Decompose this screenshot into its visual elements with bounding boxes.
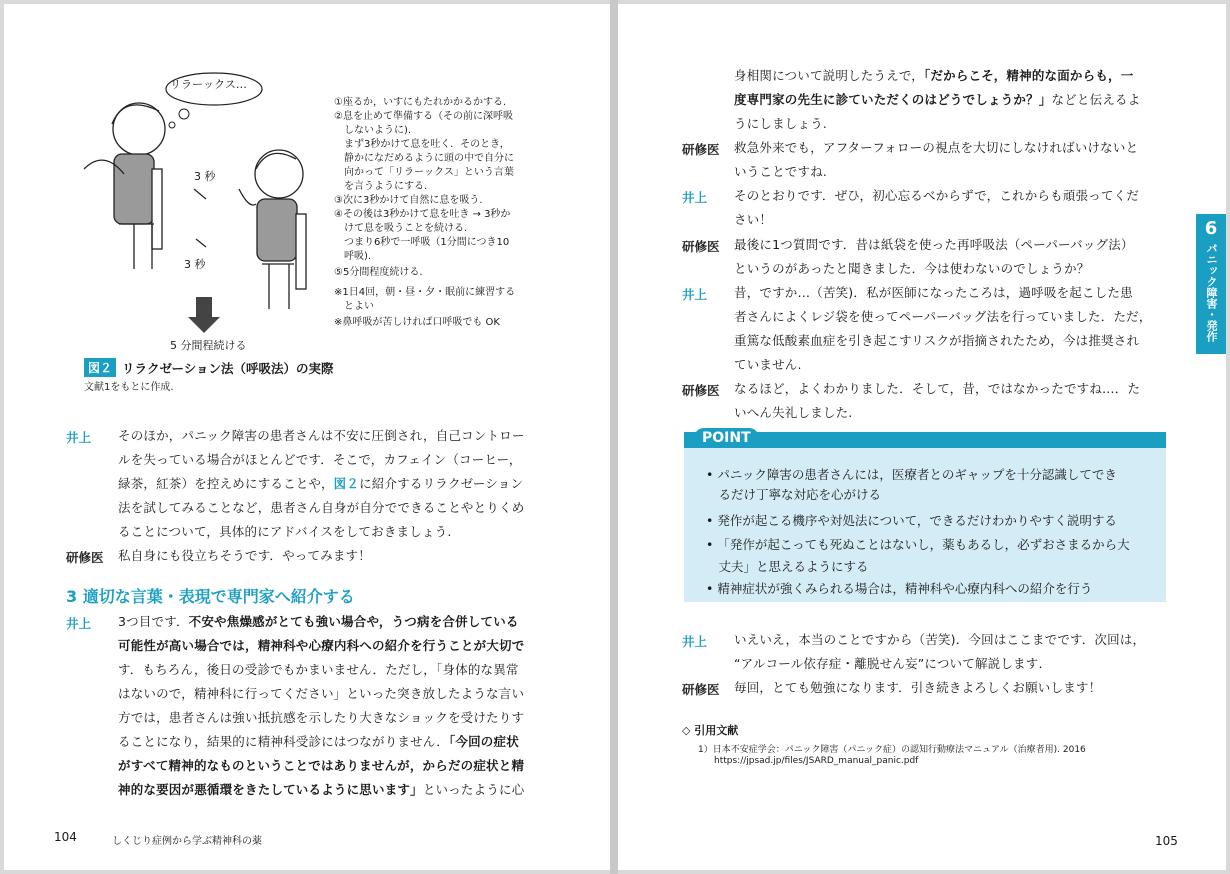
figure-step: けて息を吸うことを続ける. [334, 223, 468, 234]
speaker-inoue: 井上 [682, 634, 708, 649]
reference-url[interactable]: https://jpsad.jp/files/JSARD_manual_panic.pdf [714, 756, 919, 766]
speaker-resident: 研修医 [682, 239, 720, 254]
point-item: • 精神症状が強くみられる場合は，精神科や心療内科への紹介を行う [706, 581, 1093, 596]
figure-step: を言うようにする. [334, 181, 428, 192]
text-span: などと伝えるよ [1051, 92, 1141, 107]
text-line: 昔，ですか…（苦笑)．私が医師になったころは，過呼吸を起こした患 [734, 285, 1133, 300]
right-page [618, 4, 1226, 870]
figure-step: ①座るか，いすにもたれかかるかする. [334, 97, 507, 108]
bubble-dot [169, 122, 175, 128]
text-line [734, 68, 1133, 84]
text-line: ルを失っている場合がほとんどです．そこで，カフェイン（コーヒー， [118, 452, 522, 467]
bubble-dot [179, 109, 189, 119]
person-exhale [84, 103, 165, 269]
chapter-tab [1196, 214, 1226, 354]
figure-step: とよい [334, 301, 374, 312]
text-line: “アルコール依存症・離脱せん妄”について解説します. [734, 656, 1043, 671]
text-line: 救急外来でも，アフターフォローの視点を大切にしなければいけないと [734, 140, 1139, 155]
text-span: 緑茶，紅茶）を控えめにすることや， [118, 476, 334, 491]
text-line: 方では，患者さんは強い抵抗感を示したり大きなショックを受けたりす [118, 710, 525, 725]
figure-step: 向かって「リラーックス」という言葉 [334, 167, 514, 178]
text-span-bold: 「だからこそ，精神的な面からも，一 [924, 68, 1134, 83]
text-line: ていません. [734, 357, 802, 372]
speaker-resident: 研修医 [682, 682, 720, 697]
running-title: しくじり症例から学ぶ精神科の薬 [112, 836, 262, 847]
speaker-resident: 研修医 [682, 383, 720, 398]
text-line: 私自身にも役立ちそうです．やってみます！ [118, 548, 372, 563]
figure-step: 呼吸). [334, 251, 372, 262]
chapter-title: パニック障害・発作 [1205, 243, 1218, 342]
figure-step: 静かになだめるように頭の中で自分に [334, 153, 514, 164]
text-line [118, 734, 519, 750]
continue-label: 5 分間程続ける [170, 339, 247, 352]
point-item: • 「発作が起こっても死ぬことはないし，薬もあるし，必ずおさまるから大 [706, 537, 1130, 552]
point-item: 丈夫」と思えるようにする [706, 559, 869, 574]
book-gutter [610, 0, 618, 874]
speaker-inoue: 井上 [66, 616, 92, 631]
text-span-bold: 度専門家の先生に診ていただくのはどうでしょうか？」 [734, 92, 1052, 107]
seconds-bottom: 3 秒 [184, 258, 206, 271]
text-line: がすべて精神的なものということではありませんが，からだの症状と精 [118, 758, 525, 773]
point-item: • 発作が起こる機序や対処法について，できるだけわかりやすく説明する [706, 513, 1117, 528]
seconds-top: 3 秒 [194, 170, 216, 183]
point-item: るだけ丁寧な対応を心がける [706, 487, 882, 502]
text-line: というのがあったと聞きました．今は使わないのでしょうか？ [734, 261, 1090, 276]
speaker-resident: 研修医 [682, 142, 720, 157]
references-title: ◇ 引用文献 [682, 724, 739, 737]
breathing-illustration [64, 59, 334, 349]
text-line: そのとおりです．ぜひ，初心忘るべからずで，これからも頑張ってくだ [734, 188, 1140, 203]
bubble-text: リラーックス… [170, 78, 247, 91]
text-line: す．もちろん，後日の受診でもかまいません．ただし，「身体的な異常 [118, 662, 519, 677]
text-line: そのほか，パニック障害の患者さんは不安に圧倒され，自己コントロー [118, 428, 525, 443]
text-line: いへん失礼しました. [734, 405, 853, 420]
figure-reference: 図２ [333, 476, 360, 491]
text-line: 可能性が高い場合では，精神科や心療内科への紹介を行うことが大切で [118, 638, 525, 653]
left-page [4, 4, 610, 870]
point-box [684, 432, 1166, 602]
figure-step: つまり6秒で一呼吸（1分間につき10 [334, 237, 510, 248]
figure-step: ※1日4回，朝・昼・夕・眠前に練習する [334, 287, 516, 298]
figure-tag: 図２ [84, 358, 116, 377]
down-arrow-icon [188, 297, 220, 333]
person-inhale [239, 150, 306, 309]
text-span-bold: 「今回の症状 [448, 734, 519, 749]
arrow-left-up-icon [196, 239, 206, 247]
text-line [118, 782, 524, 798]
text-line: さい！ [734, 212, 773, 227]
figure-step: ④その後は3秒かけて息を吐き → 3秒か [334, 209, 511, 220]
text-line: いえいえ，本当のことですから（苦笑)．今回はここまでです．次回は， [734, 632, 1146, 647]
figure-caption: リラクゼーション法（呼吸法）の実際 [122, 361, 334, 376]
figure-source: 文献1をもとに作成. [84, 382, 174, 393]
text-span: に紹介するリラクゼーション [359, 476, 524, 491]
text-line: 毎回，とても勉強になります．引き続きよろしくお願いします！ [734, 680, 1102, 695]
text-line: 者さんによくレジ袋を使ってペーパーバッグ法を行っていました．ただ， [734, 309, 1152, 324]
section-heading: 3 適切な言葉・表現で専門家へ紹介する [66, 587, 355, 606]
text-span: 身相関について説明したうえで， [734, 68, 925, 83]
text-line: いうことですね. [734, 164, 828, 179]
text-line [734, 92, 1140, 108]
figure-step: ③次に3秒かけて自然に息を吸う. [334, 195, 483, 206]
figure-step: しないように). [334, 125, 412, 136]
speaker-inoue: 井上 [682, 287, 708, 302]
figure-step: ※鼻呼吸が苦しければ口呼吸でも OK [334, 317, 500, 328]
speaker-inoue: 井上 [682, 190, 708, 205]
text-span: ることになり，結果的に精神科受診にはつながりません． [118, 734, 449, 749]
text-line: 重篤な低酸素血症を引き起こすリスクが指摘されたため，今は推奨され [734, 333, 1140, 348]
speaker-resident: 研修医 [66, 550, 104, 565]
text-line: はないので，精神科に行ってください」といった突き放したような言い [118, 686, 525, 701]
reference-item: 1）日本不安症学会：パニック障害（パニック症）の認知行動療法マニュアル（治療者用). 2016 [698, 745, 1086, 755]
speaker-inoue: 井上 [66, 430, 92, 445]
figure-step: ⑤5分間程度続ける. [334, 267, 423, 278]
text-line: 最後に1つ質問です．昔は紙袋を使った再呼吸法（ペーパーバッグ法） [734, 237, 1134, 252]
text-line: 法を試してみることなど，患者さん自身が自分でできることやとりくめ [118, 500, 525, 515]
text-line: なるほど，よくわかりました．そして，昔，ではなかったですね…．た [734, 381, 1141, 396]
text-line [118, 614, 519, 630]
figure-step: ②息を止めて準備する（その前に深呼吸 [334, 111, 513, 122]
arrow-right-down-icon [194, 189, 206, 199]
text-line [118, 476, 523, 492]
point-item: • パニック障害の患者さんには，医療者とのギャップを十分認識してでき [706, 467, 1117, 482]
text-line: ることについて，具体的にアドバイスをしておきましょう. [118, 524, 452, 539]
text-span: 3つ目です． [118, 614, 189, 629]
text-span: といったように心 [422, 782, 525, 797]
point-label: POINT [694, 428, 759, 448]
chapter-number: 6 [1204, 218, 1218, 239]
figure-step: まず3秒かけて息を吐く．そのとき， [334, 139, 510, 150]
page-number: 105 [1155, 834, 1178, 848]
page-number: 104 [54, 830, 77, 844]
text-line: うにしましょう. [734, 116, 828, 131]
text-span-bold: 神的な要因が悪循環をきたしているように思います」 [118, 782, 423, 797]
text-span-bold: 不安や焦燥感がとても強い場合や，うつ病を合併している [188, 614, 519, 629]
